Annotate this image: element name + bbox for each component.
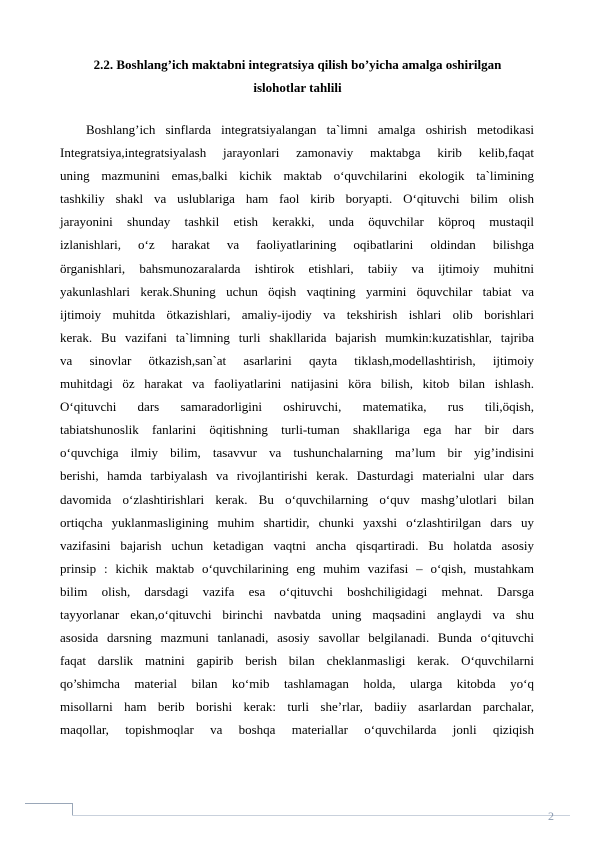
text-line: bilim olish, darsdagi vazifa esa o‘qituvchi boshchiligidagi mehnat. Darsga — [60, 583, 534, 599]
text-line: izlanishlari, o‘z harakat va faoliyatlarining oqibatlarini oldindan bilishga — [60, 237, 534, 253]
section-heading-line-1: 2.2. Boshlang’ich maktabni integratsiya qilish bo’yicha amalga oshirilgan — [93, 57, 502, 72]
text-line: uning mazmunini emas,balki kichik maktab o‘quvchilarini ekologik ta`limining — [60, 168, 534, 184]
footer-divider-corner — [72, 803, 73, 815]
text-line: ortiqcha yuklanmasligining muhim shartidir, chunki yaxshi o‘zlashtirilgan dars uy — [60, 514, 534, 530]
text-line: yakunlashlari kerak.Shuning uchun öqish vaqtining yarmini öquvchilar tabiat va — [60, 283, 534, 299]
text-line: tabiatshunoslik fanlarini öqitishning turli-tuman shakllariga ega har bir dars — [60, 422, 534, 438]
text-line: maqollar, topishmoqlar va boshqa materiallar o‘quvchilarda jonli qiziqish — [60, 722, 534, 738]
text-line: muhitdagi öz harakat va faoliyatlarini natijasini köra bilish, kitob bilan ishlash. — [60, 376, 534, 392]
text-line: davomida o‘zlashtirishlari kerak. Bu o‘quvchilarning o‘quv mashg’ulotlari bilan — [60, 491, 534, 507]
footer-divider-left — [25, 803, 73, 804]
text-line: prinsip : kichik maktab o‘quvchilarining eng muhim vazifasi – o‘qish, mustahkam — [60, 560, 534, 576]
text-line: va sinovlar ötkazish,san`at asarlarini qayta tiklash,modellashtirish, ijtimoiy — [60, 352, 534, 368]
text-line: jarayonini shunday tashkil etish kerakki, unda öquvchilar köproq mustaqil — [60, 214, 534, 230]
footer-divider — [72, 815, 570, 816]
text-line: vazifasini bajarish uchun ketadigan vaqtni ancha qisqartiradi. Bu holatda asosiy — [60, 537, 534, 553]
text-line: tashkiliy shakl va uslublariga ham faol kirib boryapti. O‘qituvchi bilim olish — [60, 191, 534, 207]
text-line: asosida darsning mazmuni tanlanadi, asosiy savollar belgilanadi. Bunda o‘qituvchi — [60, 630, 534, 646]
page-number: 2 — [548, 809, 554, 823]
text-line: o‘quvchiga ilmiy bilim, tasavvur va tushunchalarning ma’lum bir yig’indisini — [60, 445, 534, 461]
text-line: qo’shimcha material bilan ko‘mib tashlamagan holda, ularga kitobda yo‘q — [60, 676, 534, 692]
text-line: kerak. Bu vazifani ta`limning turli shakllarida bajarish mumkin:kuzatishlar, tajriba — [60, 329, 534, 345]
text-line: ijtimoiy muhitda ötkazishlari, amaliy-ijodiy va tekshirish ishlari olib borishlari — [60, 306, 534, 322]
text-line: misollarni ham berib borishi kerak: turli she’rlar, badiiy asarlardan parchalar, — [60, 699, 534, 715]
text-line: O‘qituvchi dars samaradorligini oshiruvchi, matematika, rus tili,öqish, — [60, 399, 534, 415]
text-line: faqat darslik matnini gapirib berish bilan cheklanmasligi kerak. O‘quvchilarni — [60, 653, 534, 669]
text-line: Integratsiya,integratsiyalash jarayonlari zamonaviy maktabga kirib kelib,faqat — [60, 145, 534, 161]
text-line: Boshlang’ich sinflarda integratsiyalangan ta`limni amalga oshirish metodikasi — [86, 122, 534, 137]
text-line: örganishlari, bahsmunozaralarda ishtirok etishlari, tabiiy va ijtimoiy muhitni — [60, 260, 534, 276]
text-line: tayyorlanar ekan,o‘qituvchi birinchi navbatda uning maqsadini anglaydi va shu — [60, 606, 534, 622]
body-text — [60, 118, 534, 742]
section-heading-line-2: islohotlar tahlili — [253, 80, 342, 95]
text-line: berishi, hamda tarbiyalash va rivojlantirishi kerak. Dasturdagi materialni ular dars — [60, 468, 534, 484]
